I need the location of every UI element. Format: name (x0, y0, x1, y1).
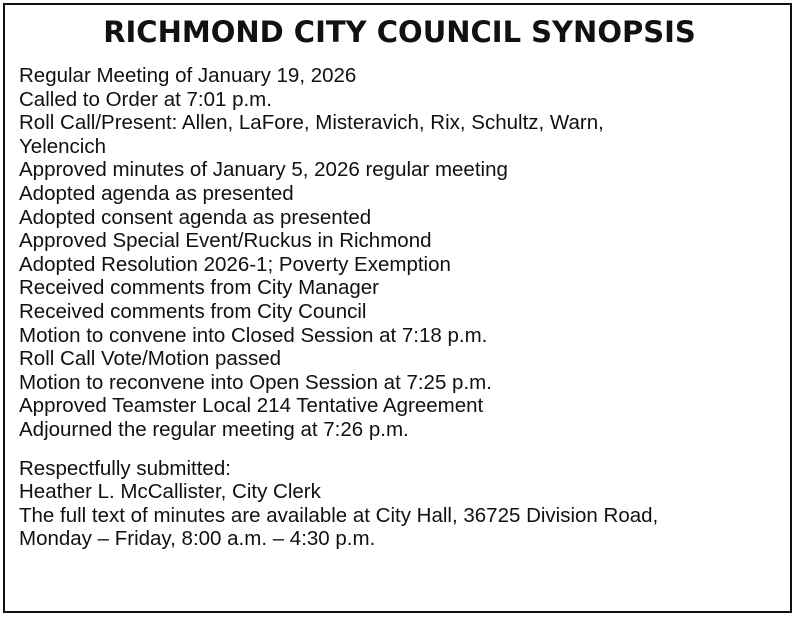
synopsis-body (19, 64, 779, 551)
closed-session-line: Motion to convene into Closed Session at 7:18 p.m. (19, 323, 488, 347)
resolution-line: Adopted Resolution 2026-1; Poverty Exemption (19, 252, 451, 276)
manager-comments-line: Received comments from City Manager (19, 276, 380, 300)
meeting-date-line: Regular Meeting of January 19, 2026 (19, 64, 357, 87)
roll-call-line-continued: Yelencich (19, 134, 107, 158)
minutes-approval-line: Approved minutes of January 5, 2026 regular meeting (19, 158, 508, 182)
special-event-line: Approved Special Event/Ruckus in Richmond (19, 229, 432, 253)
agenda-line: Adopted agenda as presented (19, 181, 294, 205)
roll-call-line: Roll Call/Present: Allen, LaFore, Misteravich, Rix, Schultz, Warn, (19, 111, 604, 135)
respectfully-submitted: Respectfully submitted: (19, 456, 231, 480)
open-session-line: Motion to reconvene into Open Session at 7:25 p.m. (19, 370, 492, 394)
office-hours-line: Monday – Friday, 8:00 a.m. – 4:30 p.m. (19, 527, 376, 551)
consent-agenda-line: Adopted consent agenda as presented (19, 205, 372, 229)
called-to-order-line: Called to Order at 7:01 p.m. (19, 87, 272, 111)
council-comments-line: Received comments from City Council (19, 299, 367, 323)
agreement-line: Approved Teamster Local 214 Tentative Agreement (19, 394, 484, 418)
clerk-signature: Heather L. McCallister, City Clerk (19, 480, 321, 504)
adjourned-line: Adjourned the regular meeting at 7:26 p.m. (19, 417, 409, 441)
notice-title: RICHMOND CITY COUNCIL SYNOPSIS (103, 15, 696, 49)
availability-line: The full text of minutes are available at City Hall, 36725 Division Road, (19, 503, 659, 527)
roll-call-vote-line: Roll Call Vote/Motion passed (19, 347, 282, 371)
section-gap (19, 442, 779, 457)
